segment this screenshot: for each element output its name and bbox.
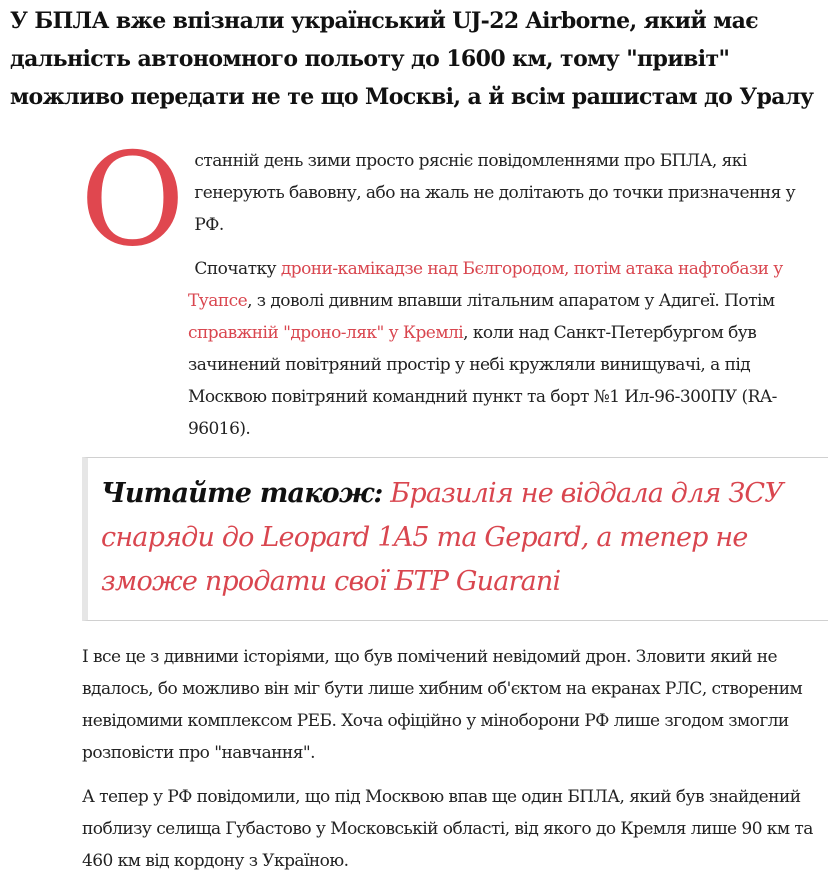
- dropcap-letter: О: [80, 126, 185, 275]
- unknown-drone-paragraph: І все це з дивними історіями, що був помічений невідомий дрон. Зловити який не вдалось, бо можливо він міг бути лише хибним об'єктом на екранах РЛС, створеним невідомими комплексом РЕБ. Хоча офіційно у міноборони РФ лише згодом змогли розповісти про "навчання".: [82, 647, 803, 763]
- kremlin-drone-link[interactable]: справжній "дроно-ляк" у Кремлі: [188, 323, 464, 343]
- intro-text: станній день зими просто рясніє повідомленнями про БПЛА, які генерують бавовну, або на жаль не долітають до точки призначення у РФ.: [194, 151, 796, 235]
- gubastovo-paragraph: А тепер у РФ повідомили, що під Москвою впав ще один БПЛА, який був знайдений поблизу селища Губастово у Московській області, від якого до Кремля лише 90 км та 460 км від кордону з Україною.: [82, 787, 813, 871]
- article-body: [80, 126, 828, 889]
- read-also-link[interactable]: Бразилія не віддала для ЗСУ снаряди до Leopard 1A5 та Gepard, а тепер не зможе продати свої БТР Guarani: [101, 478, 783, 597]
- belgorod-tuapse-link[interactable]: дрони-камікадзе над Бєлгородом, потім атака нафтобази у Туапсе: [188, 259, 783, 311]
- events-text-1: Спочатку: [194, 259, 281, 279]
- read-also-label: Читайте також:: [101, 478, 383, 509]
- article-headline: У БПЛА вже впізнали український UJ-22 Airborne, який має дальність автономного польоту до 1600 км, тому "привіт" можливо передати не те що Москві, а й всім рашистам до Уралу: [10, 8, 814, 110]
- read-also-block: [82, 457, 828, 621]
- events-text-3: , коли над Санкт-Петербургом був зачинений повітряний простір у небі кружляли винищувачі, а під Москвою повітряний командний пункт та борт №1 Ил-96-300ПУ (RA-96016).: [188, 323, 777, 439]
- events-paragraph: [82, 253, 828, 445]
- events-text-2: , з доволі дивним впавши літальним апаратом у Адигеї. Потім: [247, 291, 775, 311]
